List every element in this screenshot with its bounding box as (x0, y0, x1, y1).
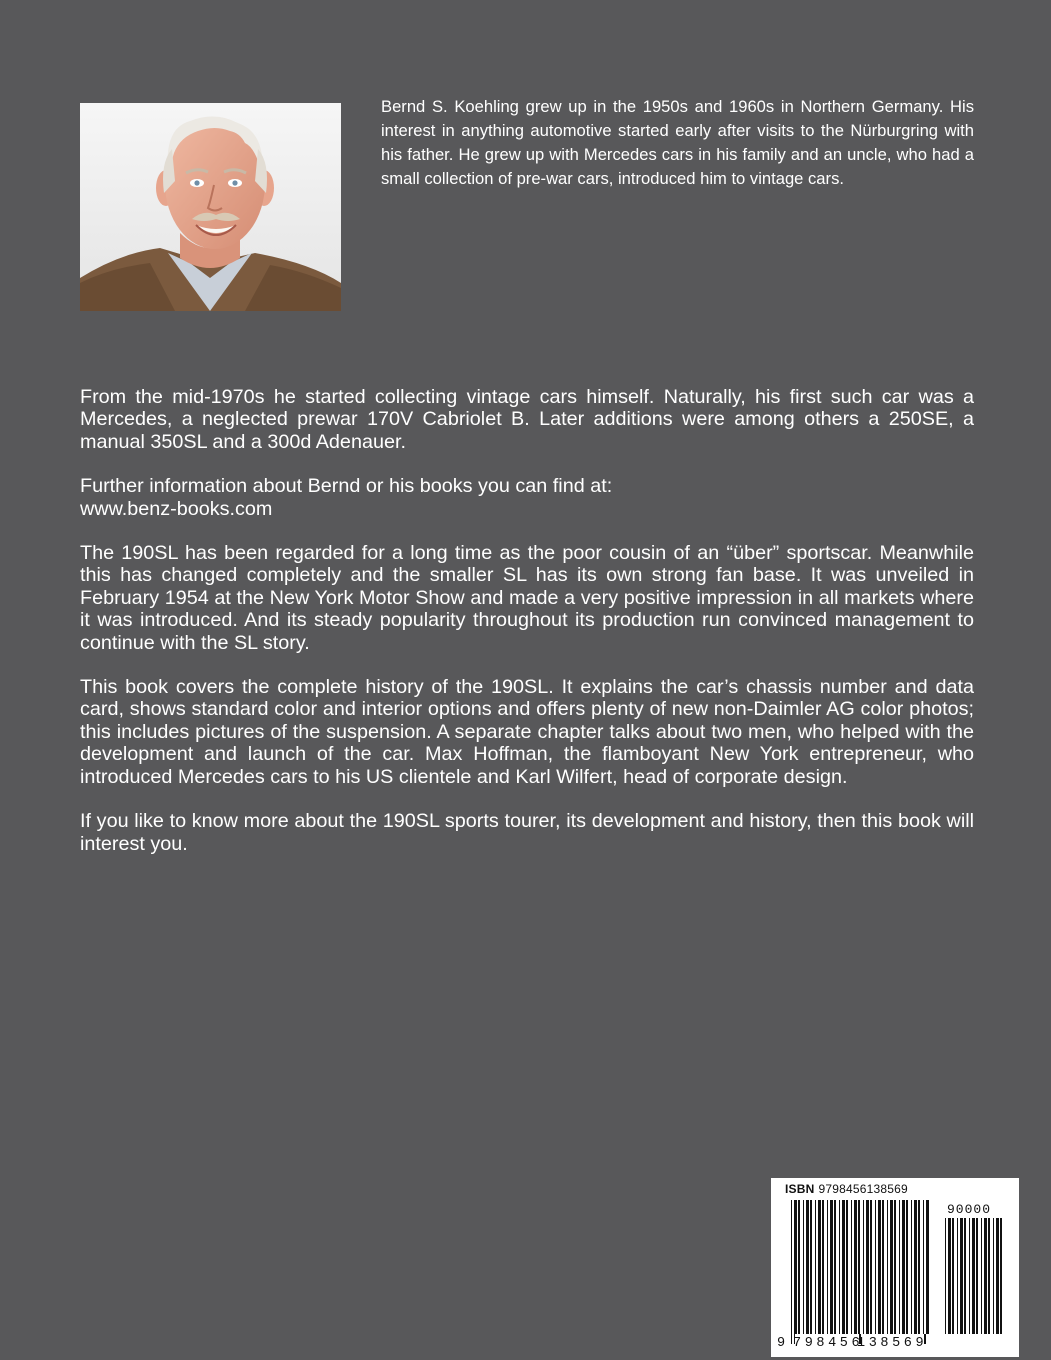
barcode-bar (810, 1200, 812, 1334)
price-code: 90000 (947, 1202, 992, 1217)
isbn-number: 9798456138569 (818, 1182, 908, 1196)
barcode-bar (972, 1218, 975, 1334)
barcode-bar (866, 1200, 869, 1334)
author-bio-intro: Bernd S. Koehling grew up in the 1950s and 1960s in Northern Germany. His interest in anything automotive started early after visits to the Nürburgring with his father. He grew up with Mercedes cars in his family and an uncle, who had a small collection of pre-war cars, introduced him to vintage cars. (381, 97, 974, 188)
barcode-bar (988, 1218, 990, 1334)
barcode-bar (878, 1200, 881, 1334)
barcode-bar (984, 1218, 987, 1334)
barcode-bar (882, 1200, 884, 1334)
barcode-bar (911, 1200, 912, 1334)
barcode-bar (948, 1218, 951, 1334)
barcode-bar (887, 1200, 888, 1334)
paragraph-closing: If you like to know more about the 190SL sports tourer, its development and history, then this book will interest you. (80, 810, 974, 855)
barcode-bar (842, 1200, 845, 1334)
barcode-bar (827, 1200, 828, 1334)
barcode-digit-lead: 9 (777, 1336, 786, 1351)
barcode-bar (906, 1200, 908, 1334)
barcode-bar (952, 1218, 954, 1334)
barcode-bar (854, 1200, 857, 1334)
barcode-bar (815, 1200, 816, 1334)
paragraph-collecting: From the mid-1970s he started collecting vintage cars himself. Naturally, his first such car was a Mercedes, a neglected prewar 170V Cabriolet B. Later additions were among others a 250SE, a manual 350SL and a 300d Adenauer. (80, 386, 974, 453)
paragraph-history: The 190SL has been regarded for a long time as the poor cousin of an “über” sportscar. Meanwhile this has changed completely and the smaller SL has its own strong fan base. It was unveiled in February 1954 at the New York Motor Show and made a very positive impression in all markets where it was introduced. And its steady popularity throughout its production run convinced management to continue with the SL story. (80, 542, 974, 654)
barcode-bar (918, 1200, 920, 1334)
barcode-bar (890, 1200, 893, 1334)
barcode-bar (1000, 1218, 1002, 1334)
barcode-digits-right: 138569 (857, 1336, 928, 1351)
barcode-bar (960, 1218, 963, 1334)
barcode-bar (863, 1200, 864, 1334)
barcode-bar (914, 1200, 917, 1334)
barcode-bar (923, 1200, 924, 1334)
barcode-bar (846, 1200, 848, 1334)
barcode-bar (851, 1200, 852, 1334)
barcode-bar (964, 1218, 966, 1334)
barcode-bar (981, 1218, 982, 1334)
back-cover-text (80, 386, 974, 877)
barcode-bar (996, 1218, 999, 1334)
barcode-bar (875, 1200, 876, 1334)
barcode-bar (834, 1200, 836, 1334)
barcode-bar (957, 1218, 958, 1334)
barcode-bar (803, 1200, 804, 1334)
barcode-bar (798, 1200, 800, 1334)
barcode-bar (870, 1200, 872, 1334)
isbn-prefix: ISBN (785, 1182, 815, 1196)
barcode-bar (806, 1200, 809, 1334)
author-portrait-illustration (80, 103, 341, 311)
barcode-bar (945, 1218, 946, 1334)
paragraph-info-line: Further information about Bernd or his books you can find at: (80, 475, 613, 498)
isbn-label (785, 1182, 908, 1196)
barcode-bar (926, 1200, 929, 1334)
barcode-bar (894, 1200, 896, 1334)
paragraph-contents: This book covers the complete history of the 190SL. It explains the car’s chassis number and data card, shows standard color and interior options and offers plenty of new non-Daimler AG color photos; this includes pictures of the suspension. A separate chapter talks about two men, who helped with the development and launch of the car. Max Hoffman, the flamboyant New York entrepreneur, who introduced Mercedes cars to his US clientele and Karl Wilfert, head of corporate design. (80, 676, 974, 788)
barcode-bar (899, 1200, 900, 1334)
barcode-bar (830, 1200, 833, 1334)
barcode-bar (822, 1200, 824, 1334)
isbn-barcode (771, 1178, 1019, 1357)
barcode-bar (858, 1200, 860, 1334)
barcode-bar (839, 1200, 840, 1334)
author-photo (80, 103, 341, 311)
barcode-bar (818, 1200, 821, 1334)
website-link[interactable]: www.benz-books.com (80, 497, 273, 520)
barcode-bar (791, 1200, 792, 1334)
barcode-bar (976, 1218, 978, 1334)
barcode-digits (771, 1336, 1019, 1354)
barcode-bar (794, 1200, 797, 1334)
barcode-bar (902, 1200, 905, 1334)
barcode-bar (969, 1218, 970, 1334)
barcode-bar (993, 1218, 994, 1334)
barcode-digits-left: 798456 (793, 1336, 864, 1351)
